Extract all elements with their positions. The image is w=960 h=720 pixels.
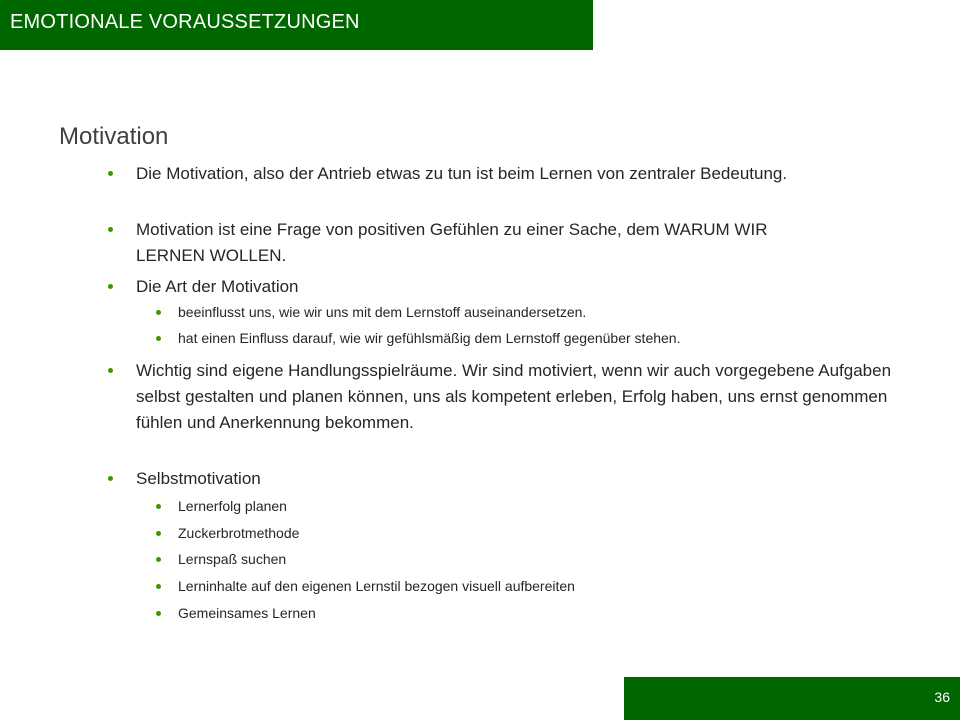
bullet-dot-icon [108, 227, 113, 232]
bullet-dot-icon [156, 336, 161, 341]
sub-bullet-item [178, 496, 878, 516]
bullet-dot-icon [156, 611, 161, 616]
sub-bullet-text: Lernspaß suchen [178, 551, 287, 567]
bullet-text: Die Motivation, also der Antrieb etwas zu tun ist beim Lernen von zentraler Bedeutung. [136, 164, 788, 183]
bullet-dot-icon [156, 504, 161, 509]
sub-bullet-item [178, 328, 898, 348]
page-number: 36 [934, 689, 950, 705]
bullet-item [136, 358, 896, 436]
sub-bullet-text: Gemeinsames Lernen [178, 605, 316, 621]
bullet-item [136, 466, 836, 492]
bullet-item [136, 161, 856, 187]
bullet-text: Selbstmotivation [136, 469, 261, 488]
bullet-dot-icon [108, 284, 113, 289]
bullet-dot-icon [108, 171, 113, 176]
sub-bullet-text: hat einen Einfluss darauf, wie wir gefühlsmäßig dem Lernstoff gegenüber stehen. [178, 330, 681, 346]
header-bar [0, 0, 593, 50]
sub-bullet-item [178, 302, 878, 322]
sub-bullet-text: beeinflusst uns, wie wir uns mit dem Lernstoff auseinandersetzen. [178, 304, 587, 320]
bullet-dot-icon [156, 310, 161, 315]
sub-bullet-text: Lernerfolg planen [178, 498, 287, 514]
bullet-item [136, 274, 836, 300]
sub-bullet-item [178, 549, 878, 569]
sub-bullet-item [178, 576, 878, 596]
section-title: EMOTIONALE VORAUSSETZUNGEN [10, 11, 360, 33]
bullet-text: Motivation ist eine Frage von positiven Gefühlen zu einer Sache, dem WARUM WIR LERNEN WOLLEN. [136, 220, 768, 265]
bullet-text: Die Art der Motivation [136, 277, 299, 296]
bullet-item [136, 217, 826, 269]
sub-bullet-text: Zuckerbrotmethode [178, 525, 300, 541]
sub-bullet-text: Lerninhalte auf den eigenen Lernstil bezogen visuell aufbereiten [178, 578, 575, 594]
footer-bar [624, 677, 960, 720]
bullet-dot-icon [156, 584, 161, 589]
slide-title: Motivation [59, 123, 169, 150]
bullet-dot-icon [156, 557, 161, 562]
sub-bullet-item [178, 523, 878, 543]
sub-bullet-item [178, 603, 878, 623]
bullet-dot-icon [108, 368, 113, 373]
bullet-text: Wichtig sind eigene Handlungsspielräume. Wir sind motiviert, wenn wir auch vorgegebene Aufgaben selbst gestalten und planen können, uns als kompetent erleben, Erfolg haben, uns ernst genommen fühlen und Anerkennung bekommen. [136, 361, 892, 432]
bullet-dot-icon [156, 531, 161, 536]
bullet-dot-icon [108, 476, 113, 481]
